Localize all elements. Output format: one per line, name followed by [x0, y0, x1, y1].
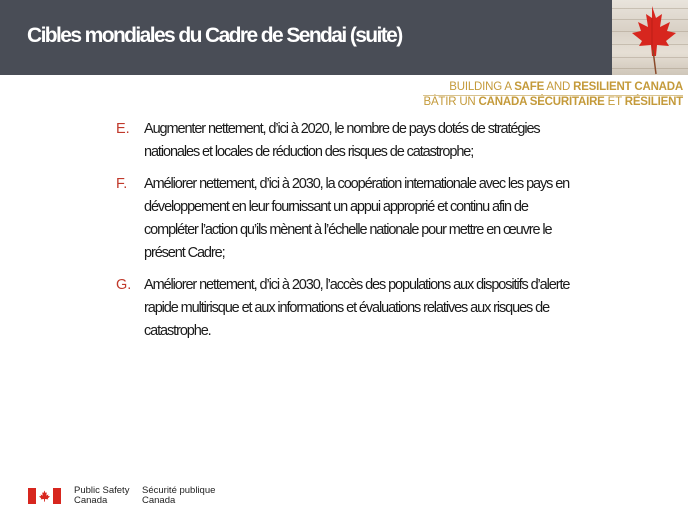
tagline-en-prefix: BUILDING A	[449, 81, 515, 93]
tagline-en-and: AND	[544, 81, 574, 93]
target-text: Augmenter nettement, d’ici à 2020, le nombre de pays dotés de stratégies nationales et locales de réduction des risques de catastrophe;	[144, 121, 540, 160]
tagline-fr-canada: CANADA SÉCURITAIRE	[478, 96, 605, 108]
target-text: Améliorer nettement, d’ici à 2030, la coopération internationale avec les pays en développement en leur fournissant un appui approprié et continu afin de compléter l’action qu’ils mènent à l’échelle nationale pour mettre en œuvre le présent Cadre;	[144, 176, 570, 261]
tagline	[423, 80, 683, 110]
maple-leaf-icon	[612, 0, 688, 75]
target-item	[116, 118, 576, 164]
department-name-fr	[142, 486, 215, 506]
target-item	[116, 173, 576, 265]
tagline-fr	[423, 95, 683, 110]
tagline-divider	[423, 95, 683, 96]
department-name-en	[74, 486, 129, 506]
department-fr-line1: Sécurité publique	[142, 485, 216, 496]
target-letter: E.	[116, 121, 130, 137]
department-en-line1: Public Safety	[74, 485, 130, 496]
tagline-en-resilient: RESILIENT CANADA	[573, 81, 683, 93]
title-bar	[0, 0, 612, 75]
targets-list	[116, 118, 576, 352]
canada-flag-icon	[28, 488, 61, 504]
tagline-en-safe: SAFE	[514, 81, 545, 93]
target-letter: G.	[116, 277, 132, 293]
tagline-fr-resilient: RÉSILIENT	[624, 96, 683, 108]
department-en-line2: Canada	[74, 495, 108, 506]
maple-leaf-photo	[612, 0, 688, 75]
target-item	[116, 274, 576, 343]
tagline-fr-prefix: BÂTIR UN	[423, 96, 479, 108]
slide-title: Cibles mondiales du Cadre de Sendai (suite)	[27, 24, 402, 47]
tagline-fr-et: ET	[604, 96, 625, 108]
target-letter: F.	[116, 176, 128, 192]
tagline-en	[423, 80, 683, 95]
target-text: Améliorer nettement, d’ici à 2030, l’accès des populations aux dispositifs d’alerte rapide multirisque et aux informations et évaluations relatives aux risques de catastrophe.	[144, 277, 570, 339]
department-fr-line2: Canada	[142, 495, 176, 506]
